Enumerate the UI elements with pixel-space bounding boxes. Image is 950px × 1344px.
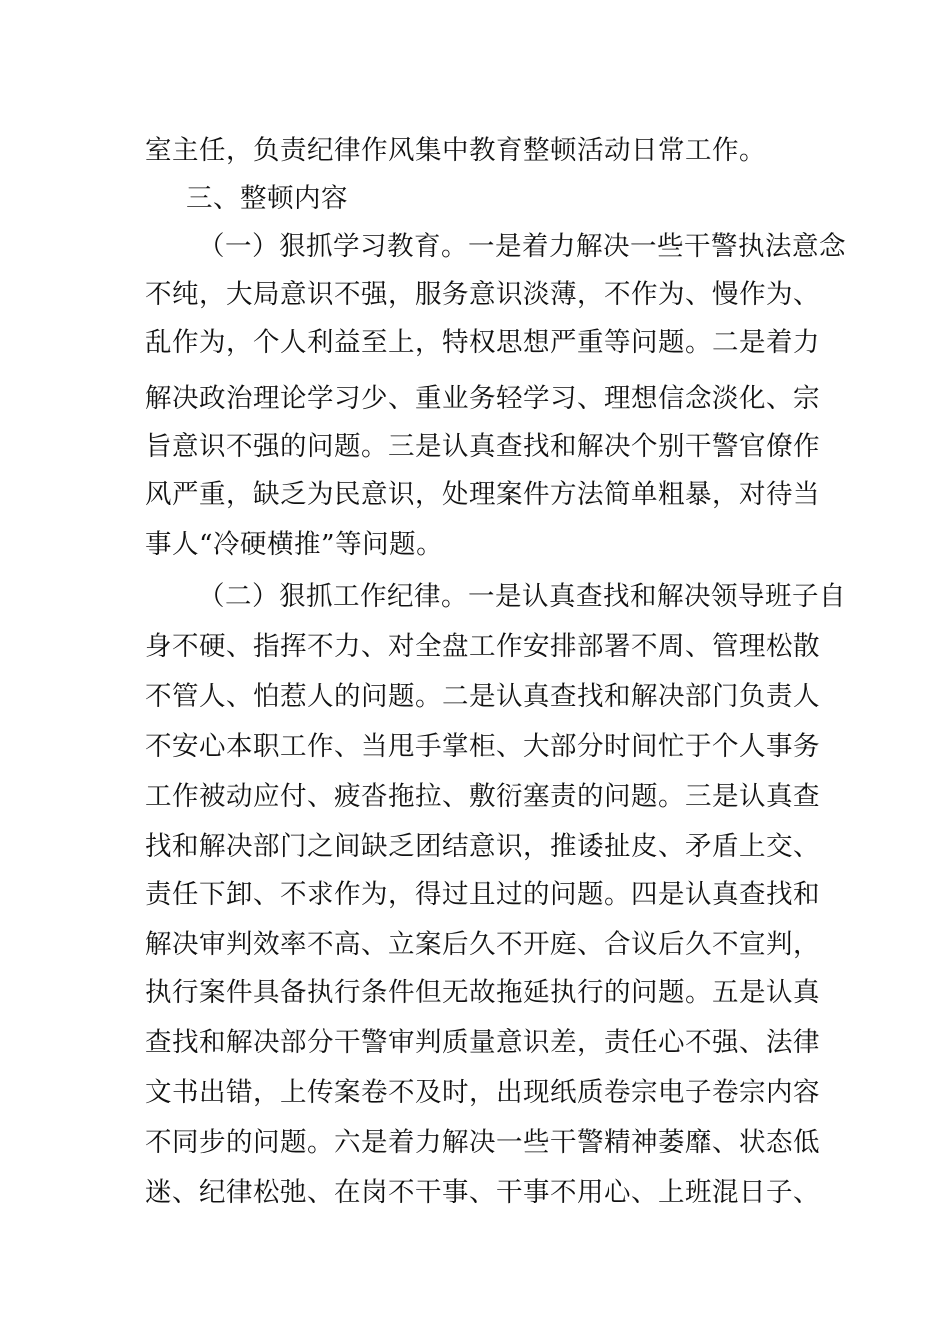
text-line: 迷、纪律松弛、在岗不干事、干事不用心、上班混日子、 [145,1177,820,1208]
text-line: 责任下卸、不求作为，得过且过的问题。四是认真查找和 [145,879,820,910]
text-line: 室主任，负责纪律作风集中教育整顿活动日常工作。 [145,135,766,166]
text-line: 事人“冷硬横推”等问题。 [145,529,444,560]
text-line: 解决政治理论学习少、重业务轻学习、理想信念淡化、宗 [145,383,820,414]
text-line: 身不硬、指挥不力、对全盘工作安排部署不周、管理松散 [145,631,820,662]
text-line: 不管人、怕惹人的问题。二是认真查找和解决部门负责人 [145,681,820,712]
text-line: 不同步的问题。六是着力解决一些干警精神萎靡、状态低 [145,1127,820,1158]
text-line: 乱作为，个人利益至上，特权思想严重等问题。二是着力 [145,327,820,358]
text-line: 执行案件具备执行条件但无故拖延执行的问题。五是认真 [145,977,820,1008]
text-line: 查找和解决部分干警审判质量意识差，责任心不强、法律 [145,1027,820,1058]
text-line: 解决审判效率不高、立案后久不开庭、合议后久不宣判， [145,929,820,960]
text-line: 不纯，大局意识不强，服务意识淡薄，不作为、慢作为、 [145,279,820,310]
text-line: 旨意识不强的问题。三是认真查找和解决个别干警官僚作 [145,431,820,462]
text-line: 工作被动应付、疲沓拖拉、敷衍塞责的问题。三是认真查 [145,781,820,812]
paragraph-start: （二）狠抓工作纪律。一是认真查找和解决领导班子自 [198,581,846,612]
text-line: 文书出错，上传案卷不及时，出现纸质卷宗电子卷宗内容 [145,1077,820,1108]
paragraph-start: （一）狠抓学习教育。一是着力解决一些干警执法意念 [198,231,846,262]
text-line: 找和解决部门之间缺乏团结意识，推诿扯皮、矛盾上交、 [145,831,820,862]
text-line: 风严重，缺乏为民意识，处理案件方法简单粗暴，对待当 [145,479,820,510]
section-heading: 三、整顿内容 [186,183,348,214]
text-line: 不安心本职工作、当甩手掌柜、大部分时间忙于个人事务 [145,731,820,762]
